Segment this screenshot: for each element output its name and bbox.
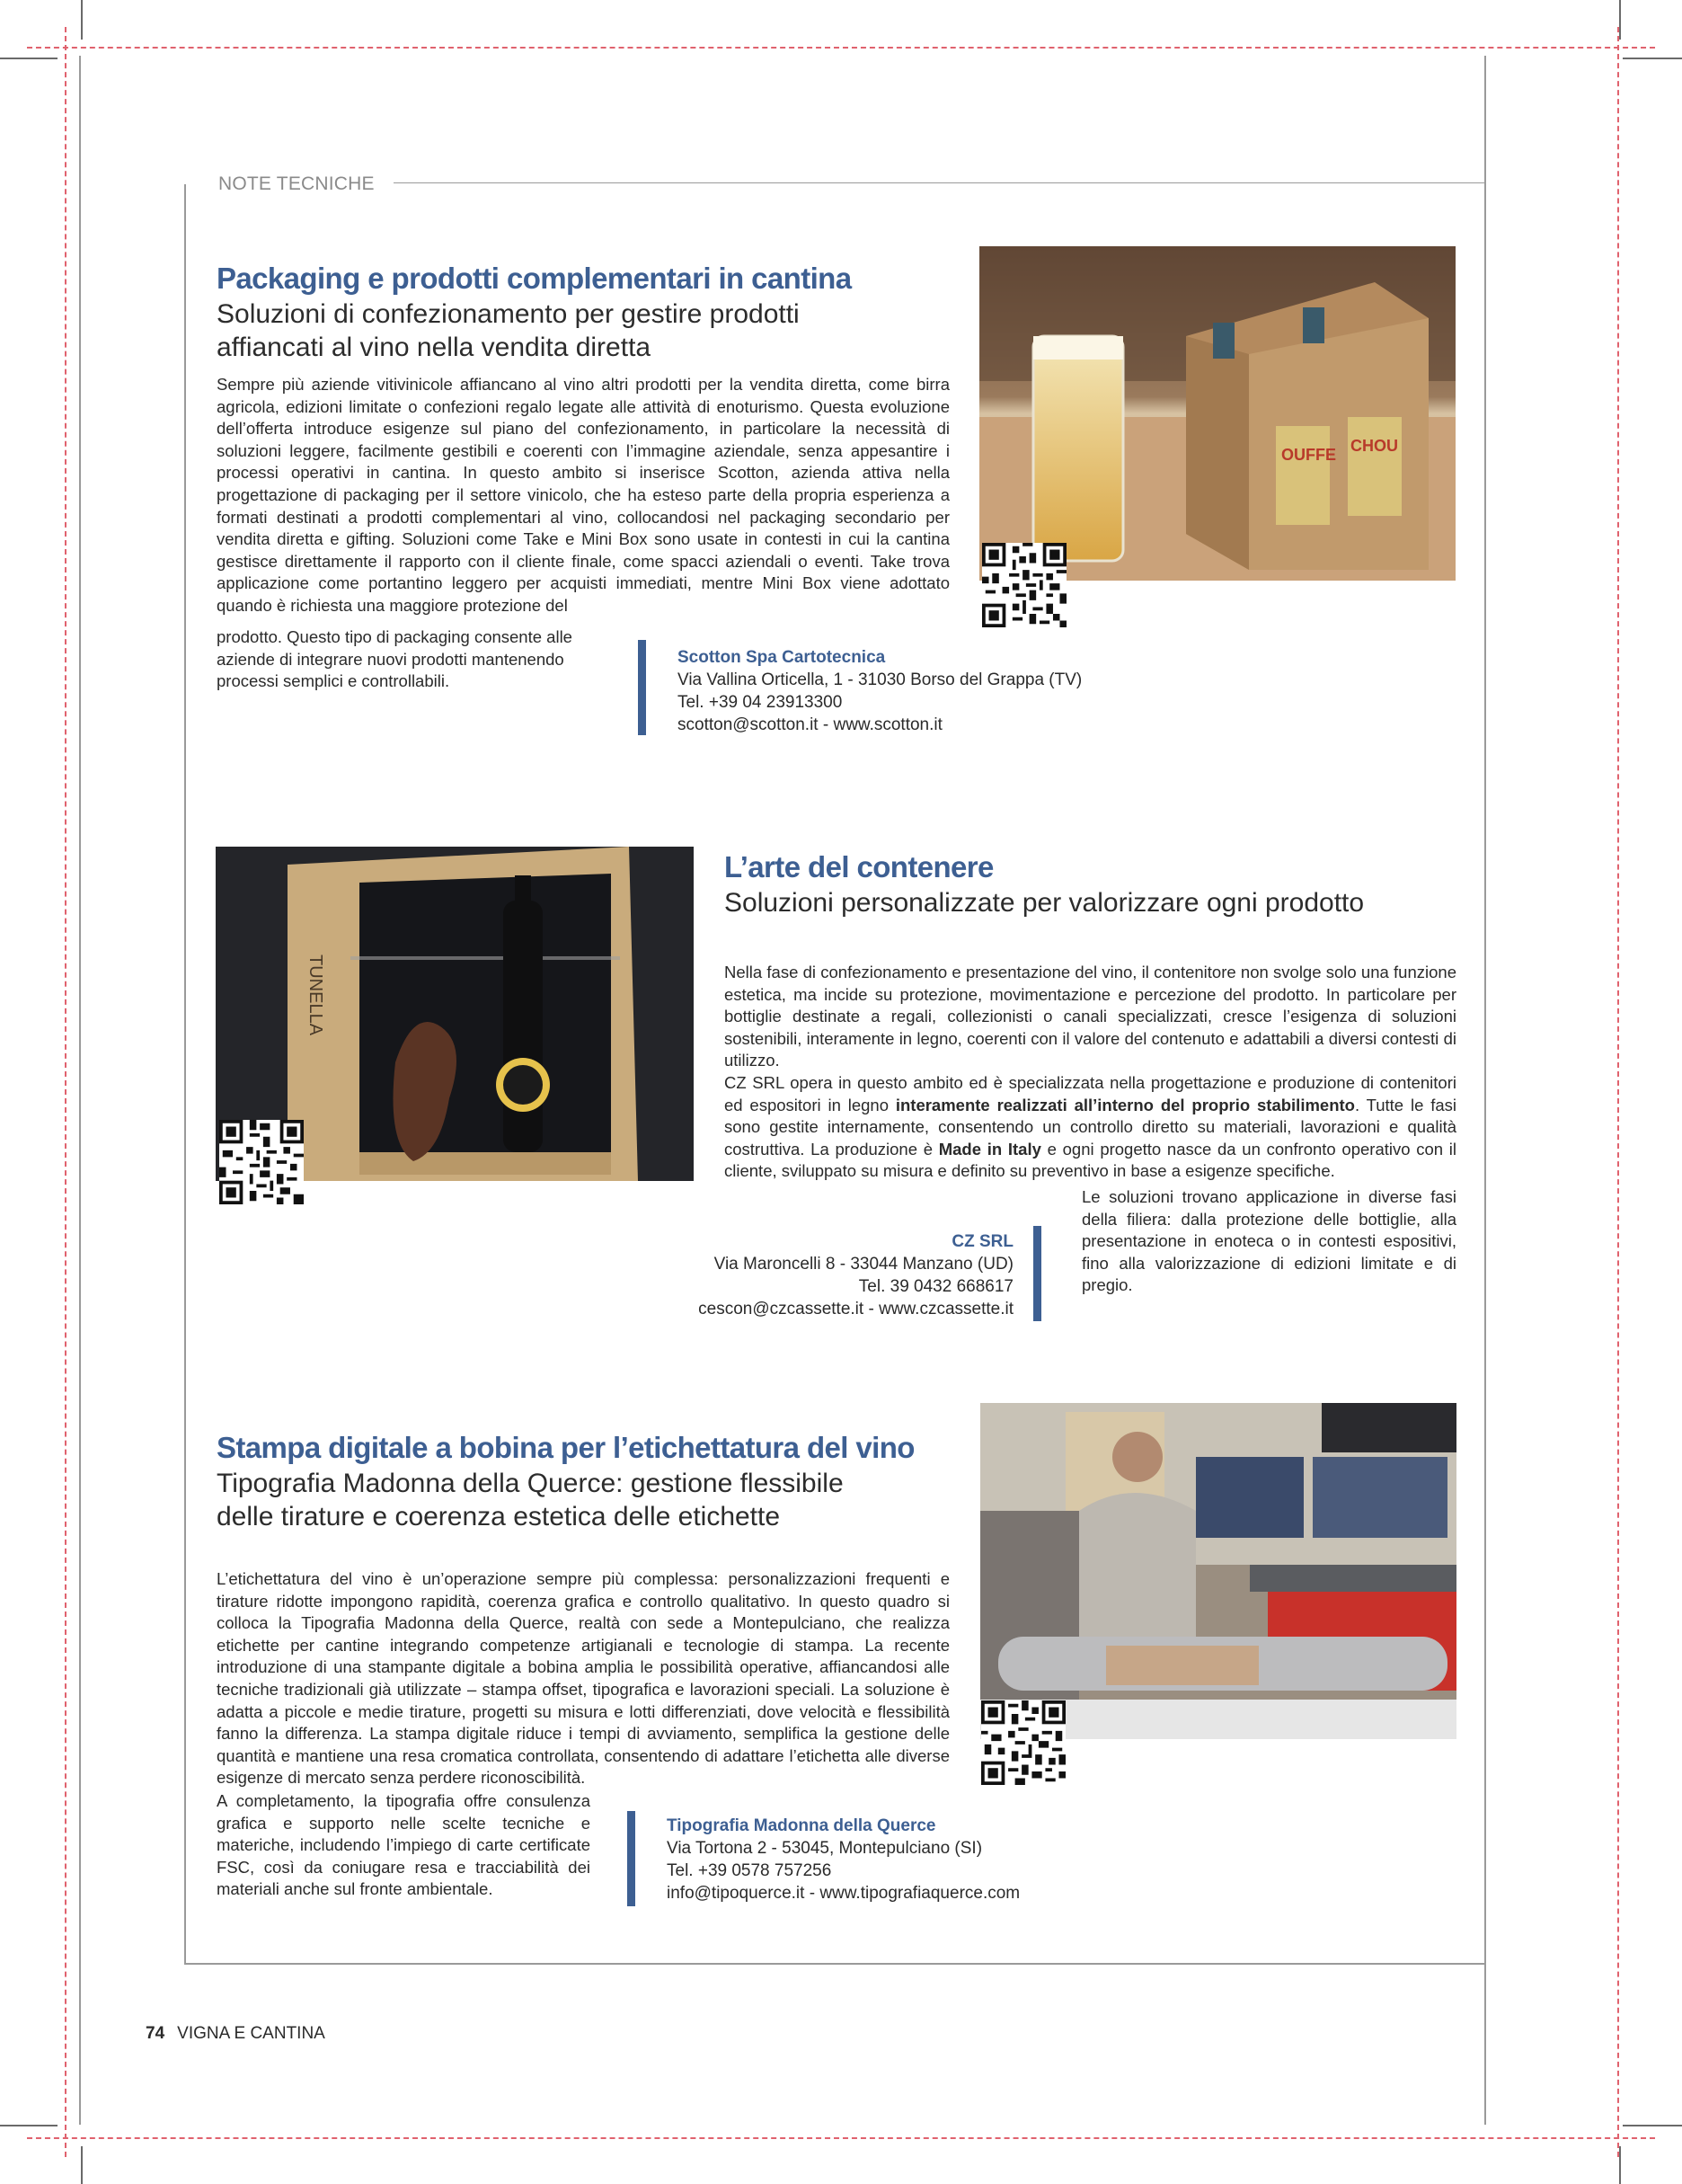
photo-beer-packaging xyxy=(979,246,1456,581)
company-web: info@tipoquerce.it - www.tipografiaquerce.com xyxy=(667,1884,1021,1903)
magazine-name: VIGNA E CANTINA xyxy=(177,2024,325,2043)
contact-block xyxy=(629,1230,1014,1320)
article-body: Sempre più aziende vitivinicole affiancano al vino altri prodotti per la vendita diretta, come birra agricola, edizioni limitate o confezioni regalo legate alle attività di enoturismo. Questa evoluzione dell’offerta introduce esigenze sul piano del confezionamento, in particolare la necessità di soluzioni leggere, facilmente gestibili e coerenti con l’immagine aziendale, senza appesantire i processi operativi in cantina. In questo ambito si inserisce Scotton, azienda attiva nella progettazione di packaging per il settore vinicolo, che ha esteso parte della propria esperienza a formati destinati a prodotti complementari al vino, collocandosi nel packaging secondario per vendita diretta e gifting. Soluzioni come Take e Mini Box sono usate in contesti in cui la cantina gestisce direttamente il rapporto con il cliente finale, come spacci aziendali o eventi. Take trova applicazione come portantino leggero per acquisti immediati, mentre Mini Box viene adottato quando è richiesta una maggiore protezione del xyxy=(217,375,950,615)
svg-text:OUFFE: OUFFE xyxy=(1281,446,1336,464)
article-title: L’arte del contenere xyxy=(724,850,994,883)
company-phone: Tel. +39 04 23913300 xyxy=(677,693,843,712)
company-address: Via Vallina Orticella, 1 - 31030 Borso del Grappa (TV) xyxy=(677,670,1083,689)
qr-code[interactable] xyxy=(219,1120,304,1204)
company-phone: Tel. +39 0578 757256 xyxy=(667,1861,832,1880)
company-name: Scotton Spa Cartotecnica xyxy=(677,648,886,667)
article-subtitle: Tipografia Madonna della Querce: gestione flessibile delle tirature e coerenza estetica delle etichette xyxy=(217,1469,844,1531)
company-phone: Tel. 39 0432 668617 xyxy=(858,1277,1014,1296)
company-address: Via Tortona 2 - 53045, Montepulciano (SI) xyxy=(667,1839,983,1858)
article-title: Packaging e prodotti complementari in cantina xyxy=(217,262,852,295)
article-body: Nella fase di confezionamento e presentazione del vino, il contenitore non svolge solo una funzione estetica, ma incide su protezione, movimentazione e percezione del prodotto. In particolare per bottiglie destinate a regali, collezionisti o canali specializzati, cresce l’esigenza di soluzioni sostenibili, interamente in legno, coerenti con il valore del contenuto e adattabili a diversi contesti di utilizzo. CZ SRL opera in questo ambito ed è specializzata nella progettazione e produzione di contenitori ed espositori in legno interamente realizzati all’interno del proprio stabilimento. Tutte le fasi sono gestite internamente, consentendo un controllo diretto su materiali, lavorazioni e qualità costruttiva. La produzione è Made in Italy e ogni progetto nasce da un confronto operativo con il cliente, sviluppato su misura e definito su preventivo in base a esigenze specifiche. xyxy=(724,963,1457,1181)
company-web: cescon@czcassette.it - www.czcassette.it xyxy=(698,1300,1014,1318)
article-body-tail: A completamento, la tipografia offre consulenza grafica e supporto nelle scelte tecniche e materiche, includendo l’impiego di carte certificate FSC, così da coniugare resa e tracciabilità dei materiali anche sul fronte ambientale. xyxy=(217,1791,590,1899)
article-title: Stampa digitale a bobina per l’etichettatura del vino xyxy=(217,1431,915,1464)
header-rule xyxy=(394,182,1484,183)
company-name: Tipografia Madonna della Querce xyxy=(667,1816,936,1835)
company-address: Via Maroncelli 8 - 33044 Manzano (UD) xyxy=(713,1255,1014,1274)
section-label: NOTE TECNICHE xyxy=(218,173,375,194)
contact-accent-bar xyxy=(638,640,646,735)
svg-text:TUNELLA: TUNELLA xyxy=(305,954,325,1036)
contact-accent-bar xyxy=(627,1811,635,1906)
article-subtitle: Soluzioni di confezionamento per gestire prodotti affiancati al vino nella vendita diretta xyxy=(217,299,800,362)
company-web: scotton@scotton.it - www.scotton.it xyxy=(677,715,943,734)
svg-text:CHOU: CHOU xyxy=(1350,437,1398,455)
company-name: CZ SRL xyxy=(952,1232,1014,1251)
page-number: 74 xyxy=(146,2024,165,2043)
article-body-tail: prodotto. Questo tipo di packaging consente alle aziende di integrare nuovi prodotti mantenendo processi semplici e controllabili. xyxy=(217,627,572,691)
photo-print-shop xyxy=(980,1403,1456,1739)
qr-code[interactable] xyxy=(982,543,1067,627)
contact-accent-bar xyxy=(1033,1226,1041,1321)
page-footer xyxy=(146,2024,325,2044)
article-body-tail: Le soluzioni trovano applicazione in diverse fasi della filiera: dalla protezione delle bottiglie, alla presentazione in enoteca o in contesti espositivi, fino alla valorizzazione di edizioni limitate e di pregio. xyxy=(1082,1187,1456,1295)
article-subtitle: Soluzioni personalizzate per valorizzare ogni prodotto xyxy=(724,888,1365,918)
article-body: L’etichettatura del vino è un’operazione sempre più complessa: personalizzazioni frequenti e tirature ridotte impongono rapidità, coerenza grafica e controllo qualitativo. In questo quadro si colloca la Tipografia Madonna della Querce, realtà con sede a Montepulciano, che realizza etichette per cantine integrando competenze artigianali e tecnologie di stampa. La recente introduzione di una stampante digitale a bobina amplia le possibilità operative, affiancandosi alle tecniche tradizionali già utilizzate – stampa offset, tipografica e lavorazioni speciali. La soluzione è adatta a piccole e medie tirature, progetti su misura e lotti differenziati, dove velocità e flessibilità fanno la differenza. La stampa digitale riduce i tempi di avviamento, semplifica la gestione delle quantità e mantiene una resa cromatica controllata, consentendo di adattare l’etichetta alle diverse esigenze di mercato senza perdere riconoscibilità. xyxy=(217,1569,950,1788)
contact-block xyxy=(677,646,1082,736)
qr-code[interactable] xyxy=(981,1700,1066,1785)
contact-block xyxy=(667,1815,1020,1904)
